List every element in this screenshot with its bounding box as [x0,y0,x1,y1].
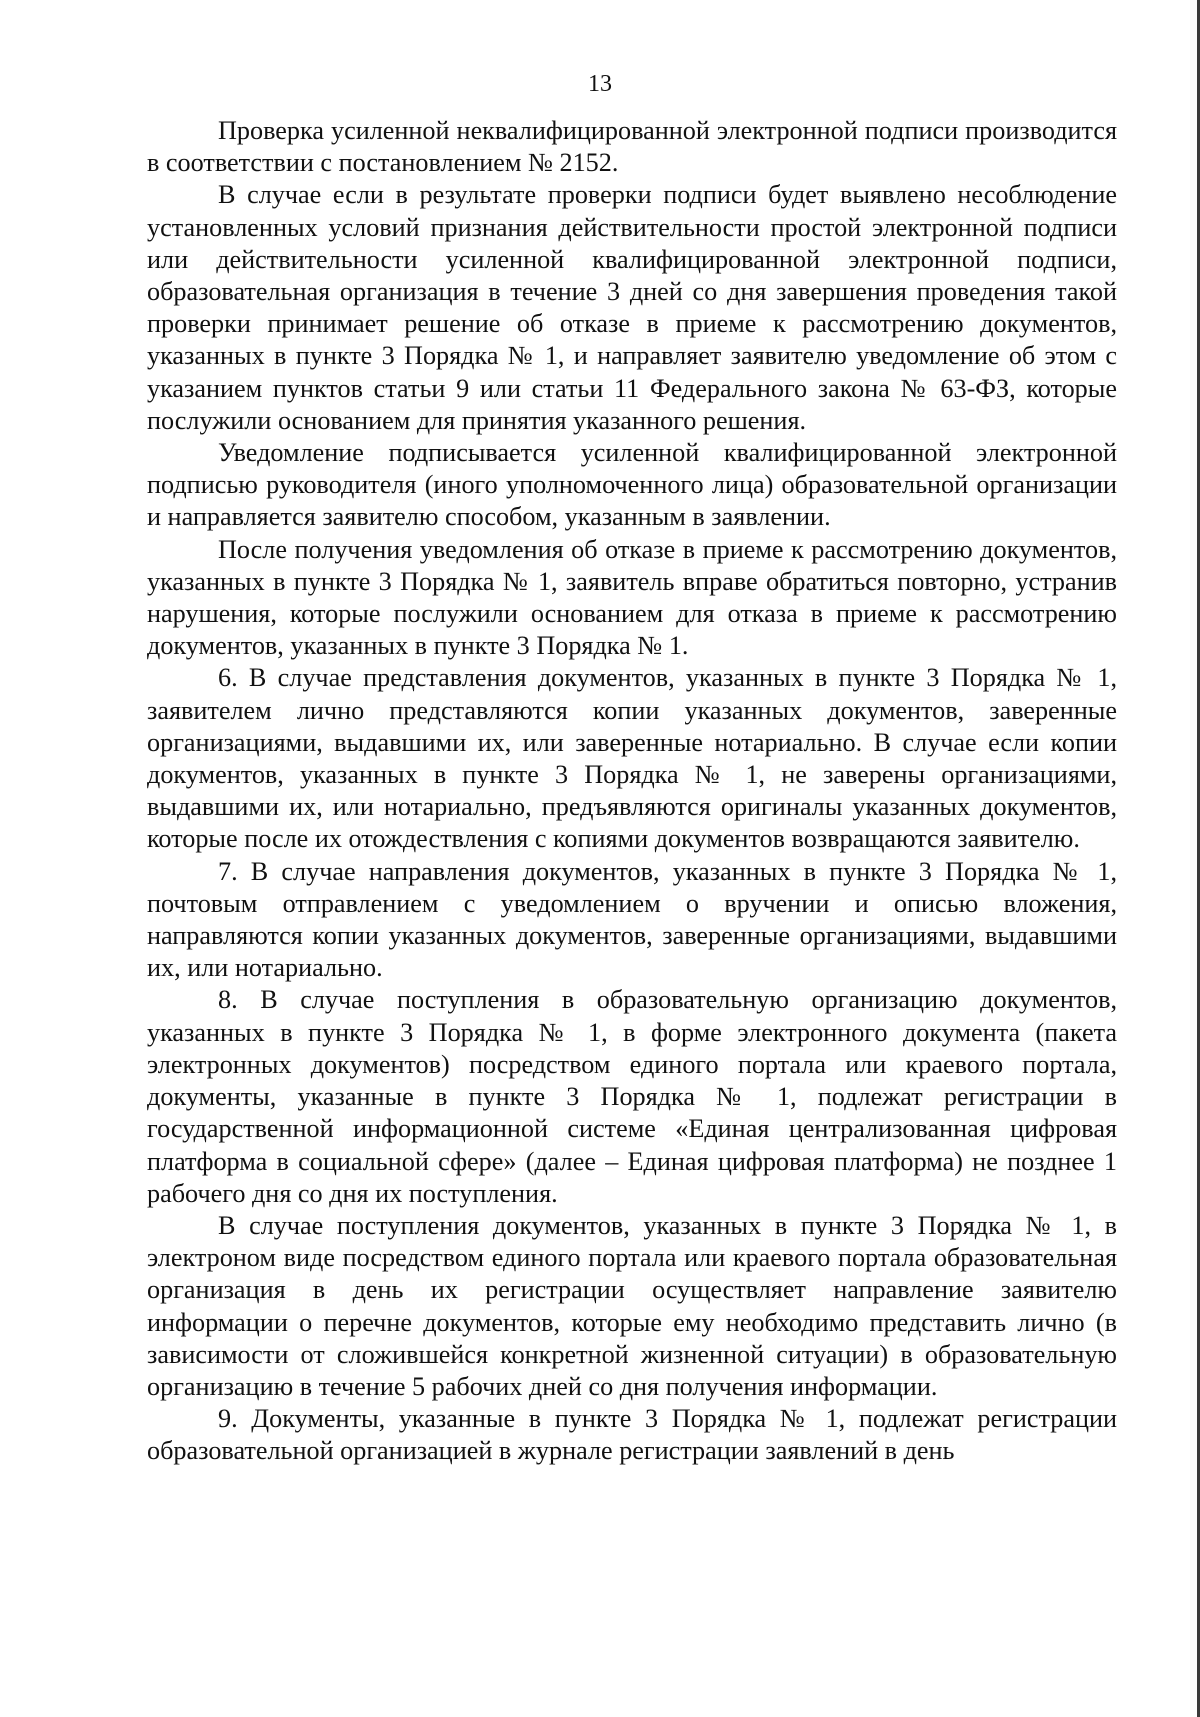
paragraph-item-7: 7. В случае направления документов, указанных в пункте 3 Порядка № 1, почтовым отправлением с уведомлением о вручении и описью вложения, направляются копии указанных документов, заверенные организациями, выдавшими их, или нотариально. [147,856,1117,983]
paragraph-item-9: 9. Документы, указанные в пункте 3 Порядка № 1, подлежат регистрации образовательной организацией в журнале регистрации заявлений в день [147,1404,1117,1466]
paragraph: В случае если в результате проверки подписи будет выявлено несоблюдение установленных условий признания действительности простой электронной подписи или действительности усиленной квалифицированной электронной подписи, образовательная организация в течение 3 дней со дня завершения проведения такой проверки принимает решение об отказе в приеме к рассмотрению документов, указанных в пункте 3 Порядка № 1, и направляет заявителю уведомление об этом с указанием пунктов статьи 9 или статьи 11 Федерального закона № 63-ФЗ, которые послужили основанием для принятия указанного решения. [147,180,1117,435]
page-number: 13 [588,71,612,97]
document-body [147,115,1117,1468]
paragraph: Проверка усиленной неквалифицированной электронной подписи производится в соответствии с постановлением № 2152. [147,116,1117,178]
paragraph-item-6: 6. В случае представления документов, указанных в пункте 3 Порядка № 1, заявителем лично представляются копии указанных документов, заверенные организациями, выдавшими их, или заверенные нотариально. В случае если копии документов, указанных в пункте 3 Порядка № 1, не заверены организациями, выдавшими их, или нотариально, предъявляются оригиналы указанных документов, которые после их отождествления с копиями документов возвращаются заявителю. [147,663,1117,854]
paragraph-item-8: 8. В случае поступления в образовательную организацию документов, указанных в пункте 3 Порядка № 1, в форме электронного документа (пакета электронных документов) посредством единого портала или краевого портала, документы, указанные в пункте 3 Порядка № 1, подлежат регистрации в государственной информационной системе «Единая централизованная цифровая платформа в социальной сфере» (далее – Единая цифровая платформа) не позднее 1 рабочего дня со дня их поступления. [147,985,1117,1208]
paragraph: Уведомление подписывается усиленной квалифицированной электронной подписью руководителя (иного уполномоченного лица) образовательной организации и направляется заявителю способом, указанным в заявлении. [147,438,1117,532]
paragraph: В случае поступления документов, указанных в пункте 3 Порядка № 1, в электроном виде посредством единого портала или краевого портала образовательная организация в день их регистрации осуществляет направление заявителю информации о перечне документов, которые ему необходимо представить лично (в зависимости от сложившейся конкретной жизненной ситуации) в образовательную организацию в течение 5 рабочих дней со дня получения информации. [147,1210,1117,1401]
paragraph: После получения уведомления об отказе в приеме к рассмотрению документов, указанных в пункте 3 Порядка № 1, заявитель вправе обратиться повторно, устранив нарушения, которые послужили основанием для отказа в приеме к рассмотрению документов, указанных в пункте 3 Порядка № 1. [147,534,1117,661]
